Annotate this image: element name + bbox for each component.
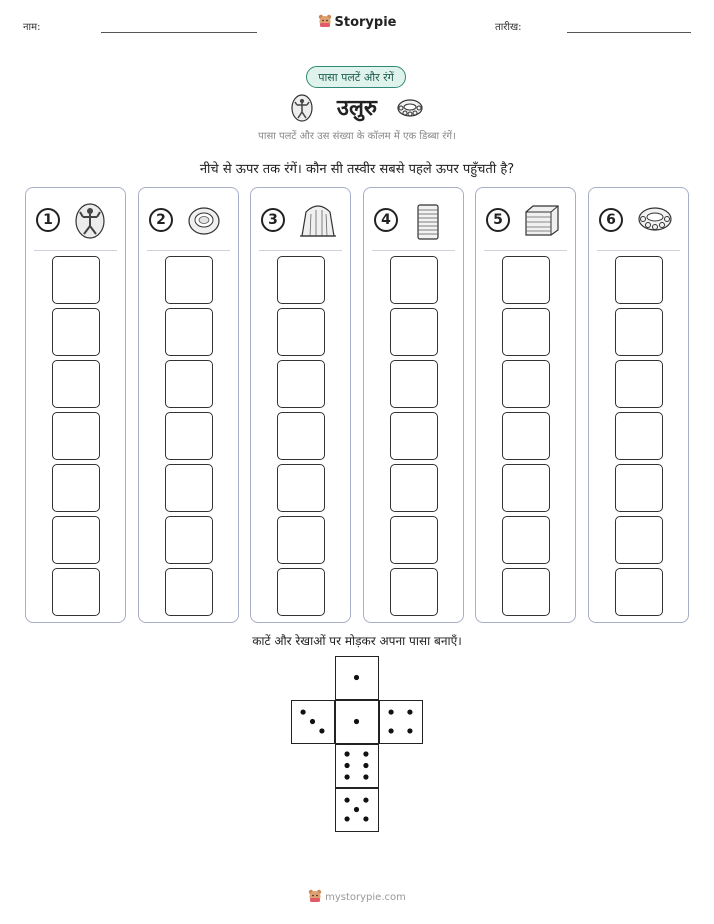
instruction-text: नीचे से ऊपर तक रंगें। कौन सी तस्वीर सबसे पहले ऊपर पहुँचती है? [199,162,515,177]
rock-ring-icon [396,96,424,118]
date-line[interactable] [567,32,691,33]
column-divider [372,250,455,251]
color-box[interactable] [502,360,550,408]
color-box[interactable] [502,464,550,512]
color-box[interactable] [52,360,100,408]
name-line[interactable] [101,32,257,33]
color-box[interactable] [615,568,663,616]
column-4 [363,187,464,623]
column-divider [259,250,342,251]
color-box[interactable] [615,516,663,564]
dice-pip [354,675,359,680]
layered-rock-block-icon [523,202,561,238]
dice-face-5 [335,788,379,832]
storypie-bear-icon [308,889,322,903]
color-box[interactable] [390,568,438,616]
color-box[interactable] [165,360,213,408]
color-box[interactable] [502,516,550,564]
color-box[interactable] [52,516,100,564]
column-divider [34,250,117,251]
rock-dome-icon [298,202,338,240]
dice-pip [344,816,349,821]
column-3 [250,187,351,623]
dice-pip [363,774,368,779]
column-1 [25,187,126,623]
color-box[interactable] [615,360,663,408]
color-box[interactable] [277,516,325,564]
color-box[interactable] [52,256,100,304]
color-box[interactable] [277,568,325,616]
dice-face-1 [335,656,379,700]
color-box[interactable] [615,256,663,304]
column-number: 2 [149,208,173,232]
dice-pip [363,816,368,821]
dice-pip [388,728,393,733]
dice-pip [407,709,412,714]
color-box[interactable] [277,256,325,304]
column-divider [484,250,567,251]
column-number: 6 [599,208,623,232]
page-title: उलुरु [336,96,378,121]
dice-pips [336,789,377,830]
footer-url: mystorypie.com [325,892,406,903]
column-number: 3 [261,208,285,232]
column-number: 5 [486,208,510,232]
dice-pip [344,751,349,756]
color-box[interactable] [390,412,438,460]
color-box[interactable] [165,256,213,304]
color-box[interactable] [390,256,438,304]
color-box[interactable] [277,412,325,460]
dice-pip [344,774,349,779]
storypie-bear-icon [318,14,332,28]
color-box[interactable] [165,308,213,356]
dice-pips [292,701,333,742]
dice-pips [380,701,421,742]
color-box[interactable] [390,516,438,564]
date-label: तारीख: [495,22,522,33]
color-box[interactable] [52,568,100,616]
dice-pip [300,709,305,714]
dice-pips [336,701,377,742]
dice-pip [388,709,393,714]
dice-pip [363,797,368,802]
color-box[interactable] [502,412,550,460]
dice-face-1 [335,700,379,744]
cut-instruction: काटें और रेखाओं पर मोड़कर अपना पासा बनाएँ। [252,634,462,648]
color-box[interactable] [390,308,438,356]
waterhole-icon [186,202,222,238]
color-box[interactable] [277,360,325,408]
dice-face-4 [379,700,423,744]
color-box[interactable] [502,568,550,616]
layered-rock-column-icon [411,202,445,242]
subtitle: पासा पलटें और उस संख्या के कॉलम में एक डिब्बा रंगें। [258,131,456,142]
color-box[interactable] [277,308,325,356]
brand-logo [0,14,714,30]
color-box[interactable] [502,308,550,356]
color-box[interactable] [52,308,100,356]
dice-pip [344,763,349,768]
color-box[interactable] [165,516,213,564]
name-label: नाम: [23,22,41,33]
dice-pip [407,728,412,733]
rock-art-figure-icon [73,202,107,240]
color-box[interactable] [502,256,550,304]
column-2 [138,187,239,623]
footer [0,889,714,903]
activity-badge: पासा पलटें और रंगें [306,66,406,88]
column-number: 1 [36,208,60,232]
dice-pips [336,745,377,786]
dice-pip [354,807,359,812]
column-divider [597,250,680,251]
dice-pip [363,751,368,756]
color-box[interactable] [165,464,213,512]
color-box[interactable] [615,412,663,460]
color-box[interactable] [277,464,325,512]
dice-pips [336,657,377,698]
brand-name: Storypie [334,15,397,30]
dice-pip [363,763,368,768]
dice-pip [310,719,315,724]
color-box[interactable] [390,464,438,512]
color-box[interactable] [52,412,100,460]
color-box[interactable] [165,412,213,460]
dice-face-3 [291,700,335,744]
color-box[interactable] [52,464,100,512]
rock-ring-icon [636,202,674,234]
color-box[interactable] [165,568,213,616]
column-divider [147,250,230,251]
dice-pip [319,728,324,733]
dice-face-6 [335,744,379,788]
color-box[interactable] [615,464,663,512]
column-5 [475,187,576,623]
column-number: 4 [374,208,398,232]
color-box[interactable] [390,360,438,408]
dice-pip [354,719,359,724]
column-6 [588,187,689,623]
dice-pip [344,797,349,802]
color-box[interactable] [615,308,663,356]
